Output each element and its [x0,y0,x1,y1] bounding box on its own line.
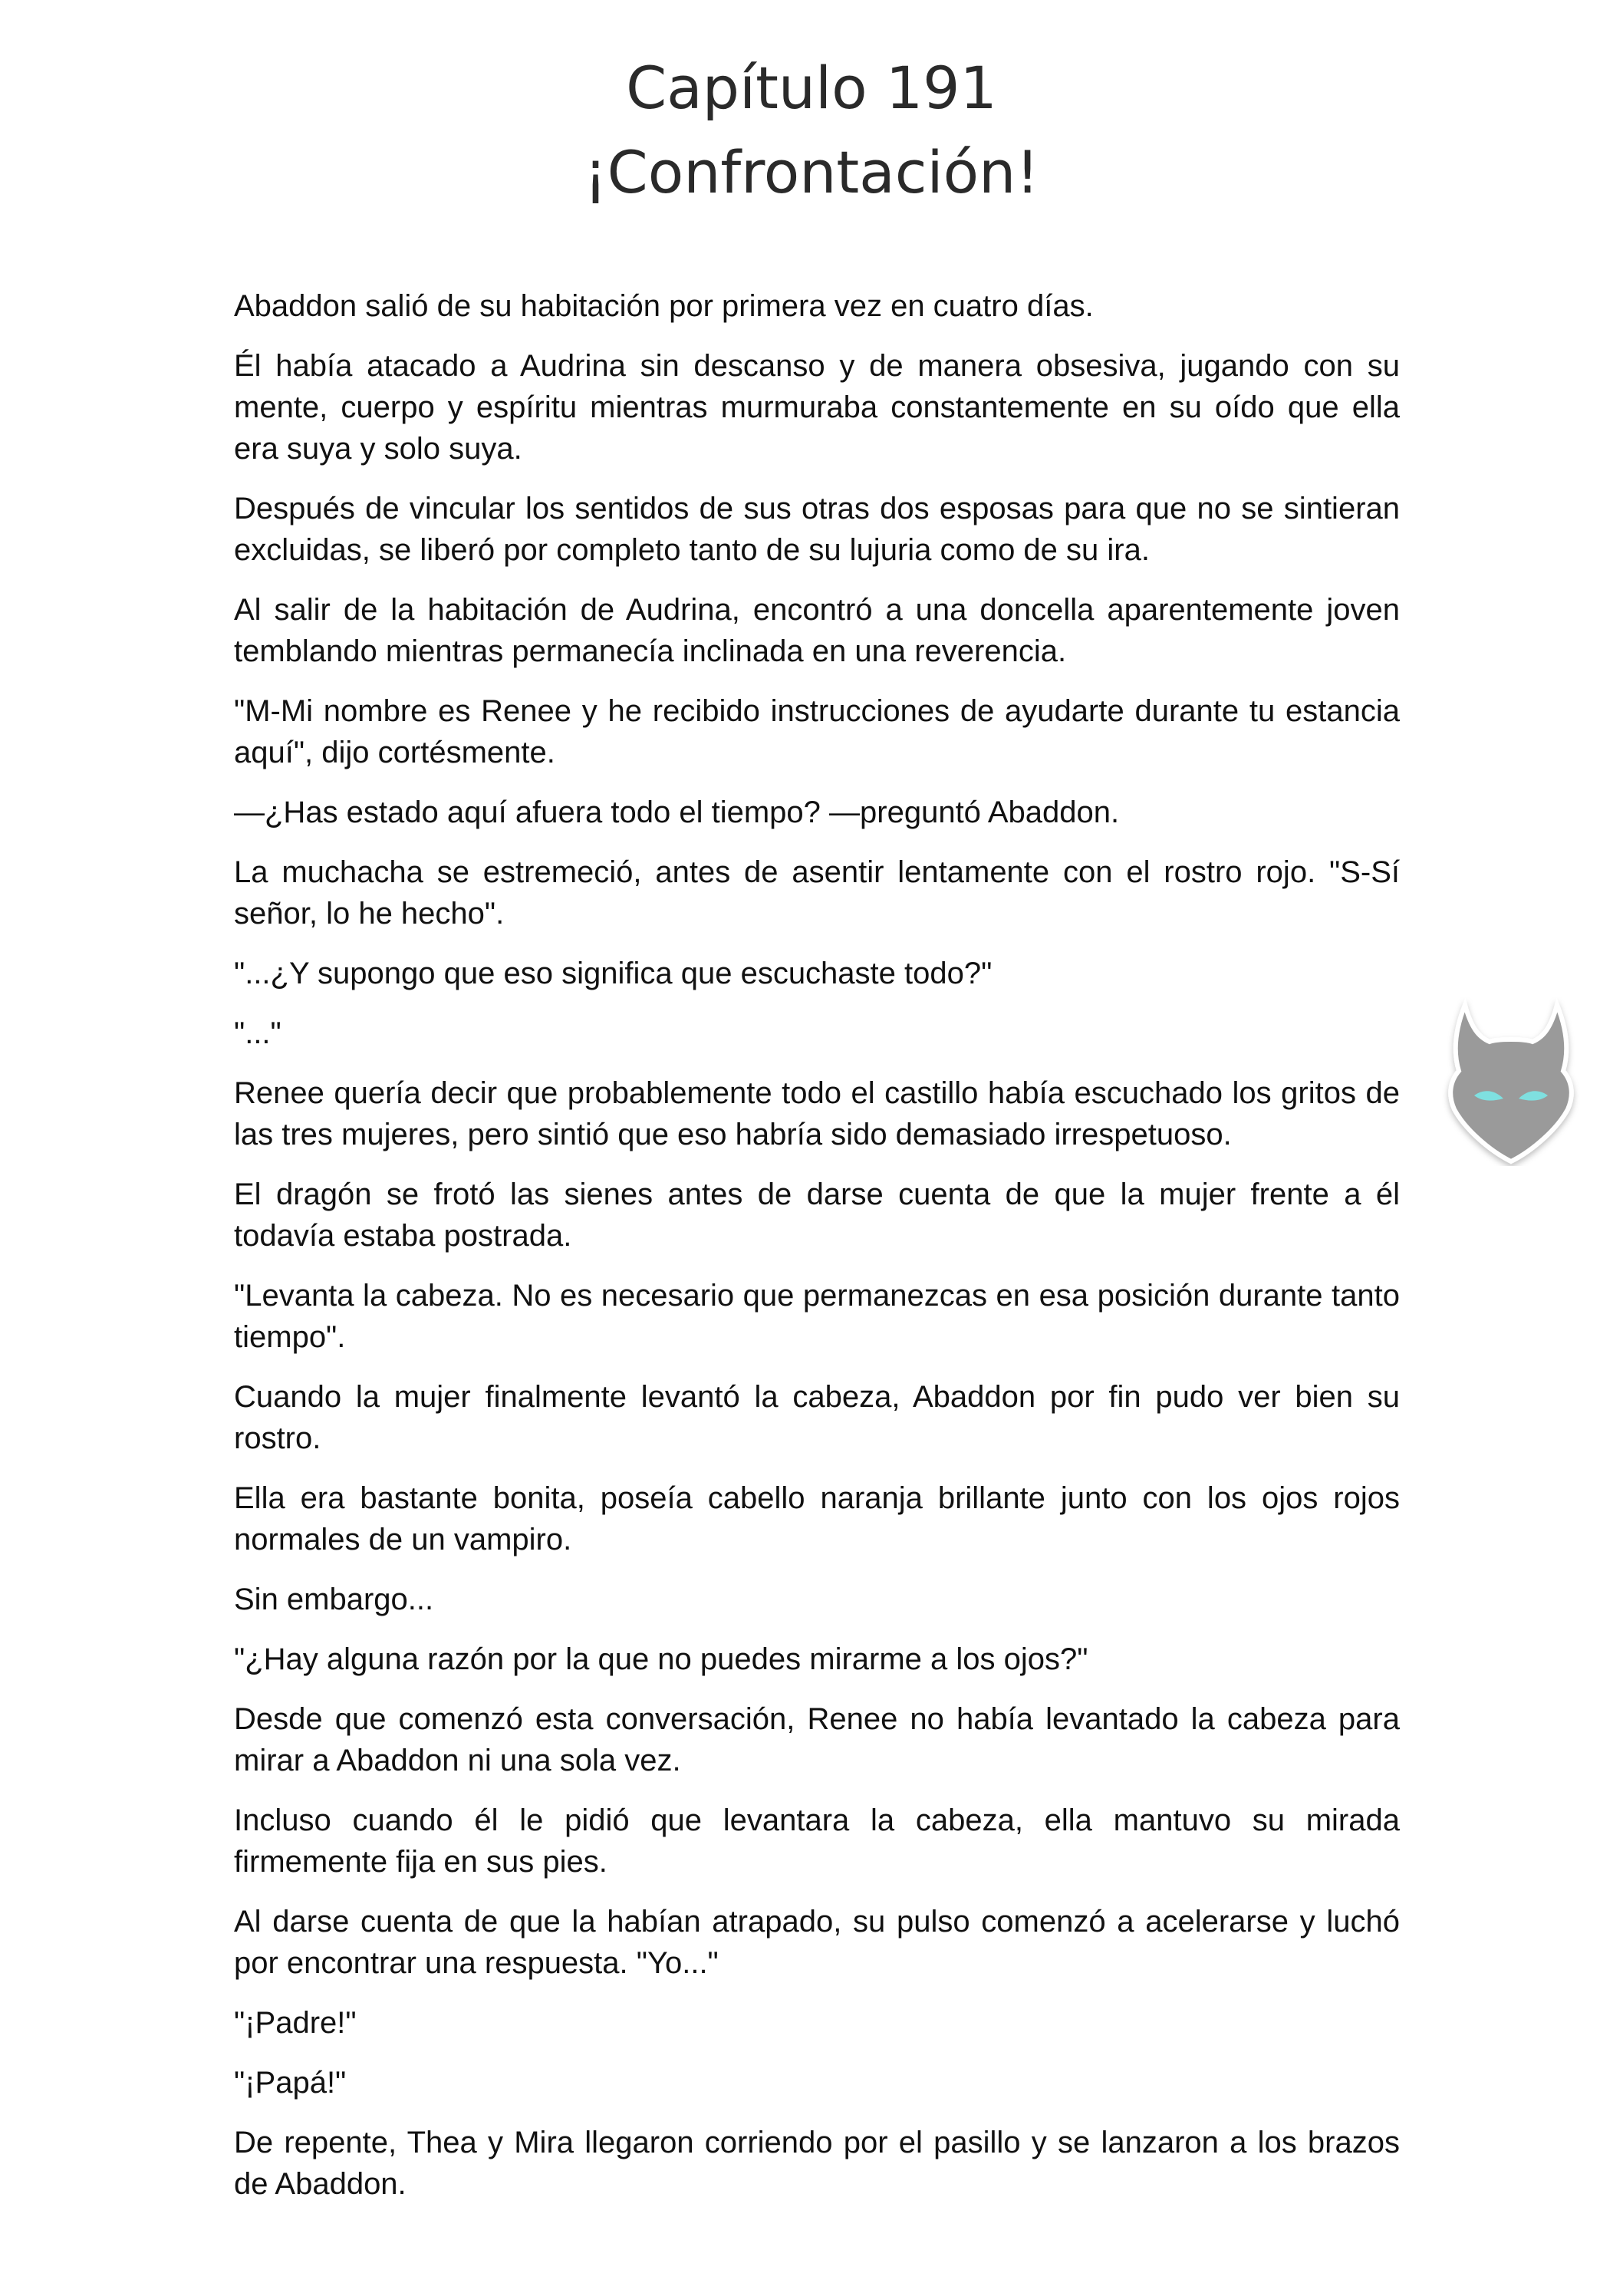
paragraph: Después de vincular los sentidos de sus otras dos esposas para que no se sintieran excluidas, se liberó por completo tanto de su lujuria como de su ira. [234,492,1400,567]
paragraph: El dragón se frotó las sienes antes de darse cuenta de que la mujer frente a él todavía estaba postrada. [234,1178,1400,1253]
chapter-number: Capítulo 191 [626,54,997,122]
paragraph: "Levanta la cabeza. No es necesario que permanezcas en esa posición durante tanto tiempo". [234,1279,1400,1354]
paragraph: De repente, Thea y Mira llegaron corriendo por el pasillo y se lanzaron a los brazos de Abaddon. [234,2126,1400,2201]
chapter-header [0,46,1623,215]
paragraph: Incluso cuando él le pidió que levantara la cabeza, ella mantuvo su mirada firmemente fija en sus pies. [234,1804,1400,1879]
paragraph: Renee quería decir que probablemente todo el castillo había escuchado los gritos de las tres mujeres, pero sintió que eso habría sido demasiado irrespetuoso. [234,1076,1400,1151]
paragraph: Sin embargo... [234,1583,434,1616]
paragraph: Al darse cuenta de que la habían atrapado, su pulso comenzó a acelerarse y luchó por encontrar una respuesta. "Yo..." [234,1905,1400,1980]
paragraph: "M-Mi nombre es Renee y he recibido instrucciones de ayudarte durante tu estancia aquí", dijo cortésmente. [234,694,1400,769]
paragraph: Él había atacado a Audrina sin descanso y de manera obsesiva, jugando con su mente, cuerpo y espíritu mientras murmuraba constantemente en su oído que ella era suya y solo suya. [234,349,1400,466]
paragraph: Ella era bastante bonita, poseía cabello naranja brillante junto con los ojos rojos normales de un vampiro. [234,1481,1400,1556]
paragraph: Al salir de la habitación de Audrina, encontró a una doncella aparentemente joven temblando mientras permanecía inclinada en una reverencia. [234,593,1400,668]
chapter-body [234,285,1400,2223]
paragraph: Desde que comenzó esta conversación, Renee no había levantado la cabeza para mirar a Abaddon ni una sola vez. [234,1702,1400,1777]
chapter-title: ¡Confrontación! [584,138,1039,206]
paragraph: "...¿Y supongo que eso significa que escuchaste todo?" [234,957,993,990]
paragraph: Cuando la mujer finalmente levantó la cabeza, Abaddon por fin pudo ver bien su rostro. [234,1380,1400,1455]
paragraph: "..." [234,1016,281,1050]
paragraph: La muchacha se estremeció, antes de asentir lentamente con el rostro rojo. "S-Sí señor, lo he hecho". [234,855,1400,931]
paragraph: Abaddon salió de su habitación por primera vez en cuatro días. [234,289,1094,323]
paragraph: "¿Hay alguna razón por la que no puedes mirarme a los ojos?" [234,1642,1088,1676]
paragraph: "¡Padre!" [234,2006,357,2040]
paragraph: —¿Has estado aquí afuera todo el tiempo? —preguntó Abaddon. [234,796,1120,829]
demon-head-icon [1442,997,1580,1166]
paragraph: "¡Papá!" [234,2066,347,2100]
